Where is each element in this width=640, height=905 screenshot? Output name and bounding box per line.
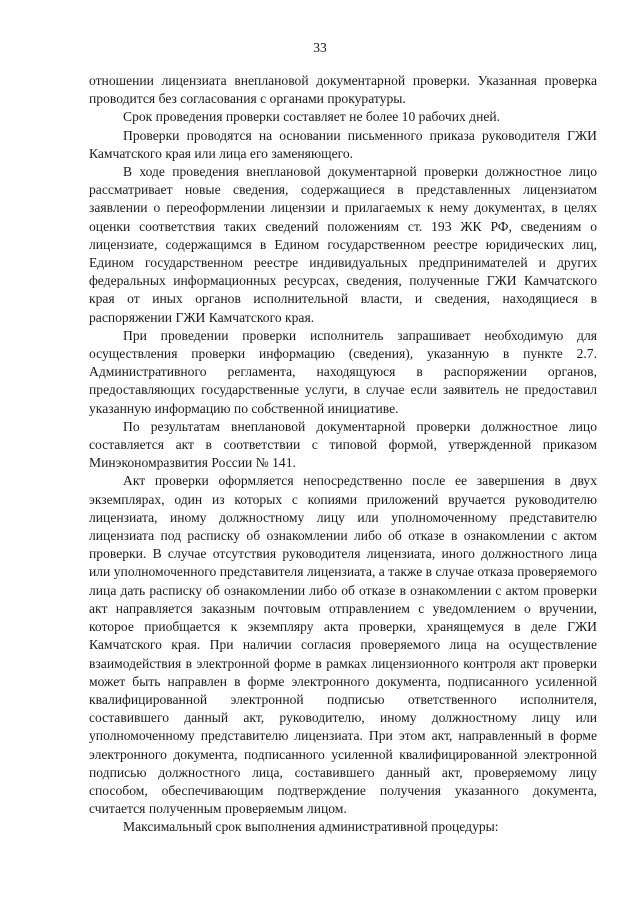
page-number: 33 [313, 40, 327, 55]
paragraph-inspection-process: В ходе проведения внеплановой документарной проверки должностное лицо рассматривает новые сведения, содержащиеся в представленных лицензиатом заявлении о переоформлении лицензии и прилагаемых к нему документах, в целях оценки соответствия таких сведений положениям ст. 193 ЖК РФ, сведениям о лицензиате, содержащимся в Едином государственном реестре юридических лиц, Едином государственном реестре индивидуальных предпринимателей и других федеральных информационных ресурсах, сведения, полученные ГЖИ Камчатского края от иных органов исполнительной власти, и сведения, находящиеся в распоряжении ГЖИ Камчатского края. [89, 164, 597, 325]
paragraph-inspection-results: По результатам внеплановой документарной проверки должностное лицо составляется акт в соответствии с типовой формой, утвержденной приказом Минэкономразвития России № 141. [89, 418, 597, 471]
paragraph-max-term: Максимальный срок выполнения административной процедуры: [123, 819, 499, 835]
paragraph-information-request: При проведении проверки исполнитель запрашивает необходимую для осуществления проверки информацию (сведения), указанную в пункте 2.7. Административного регламента, находящуюся в распоряжении органов, предоставляющих государственные услуги, в случае если заявитель не предоставил указанную информацию по собственной инициативе. [89, 327, 597, 416]
paragraph-inspection-basis: Проверки проводятся на основании письменного приказа руководителя ГЖИ Камчатского края или лица его заменяющего. [89, 127, 597, 161]
document-body [89, 72, 597, 837]
paragraph-continuation: отношении лицензиата внеплановой документарной проверки. Указанная проверка проводится без согласования с органами прокуратуры. [89, 73, 597, 107]
paragraph-inspection-term: Срок проведения проверки составляет не более 10 рабочих дней. [123, 109, 501, 125]
paragraph-inspection-act: Акт проверки оформляется непосредственно после ее завершения в двух экземплярах, один из которых с копиями приложений вручается руководителю лицензиата, иному должностному лицу или уполномоченному представителю лицензиата под расписку об ознакомлении либо об отказе в ознакомлении с актом проверки. В случае отсутствия руководителя лицензиата, иного должностного лица или уполномоченного представителя лицензиата, а также в случае отказа проверяемого лица дать расписку об ознакомлении либо об отказе в ознакомлении с актом проверки акт направляется заказным почтовым отправлением с уведомлением о вручении, которое приобщается к экземпляру акта проверки, хранящемуся в деле ГЖИ Камчатского края. При наличии согласия проверяемого лица на осуществление взаимодействия в электронной форме в рамках лицензионного контроля акт проверки может быть направлен в форме электронного документа, подписанного усиленной квалифицированной электронной подписью ответственного исполнителя, составившего данный акт, руководителю, иному должностному лицу или уполномоченному представителю лицензиата. При этом акт, направленный в форме электронного документа, подписанного усиленной квалифицированной электронной подписью должностного лица, составившего данный акт, проверяемому лицу способом, обеспечивающим подтверждение получения указанного документа, считается полученным проверяемым лицом. [89, 473, 597, 817]
